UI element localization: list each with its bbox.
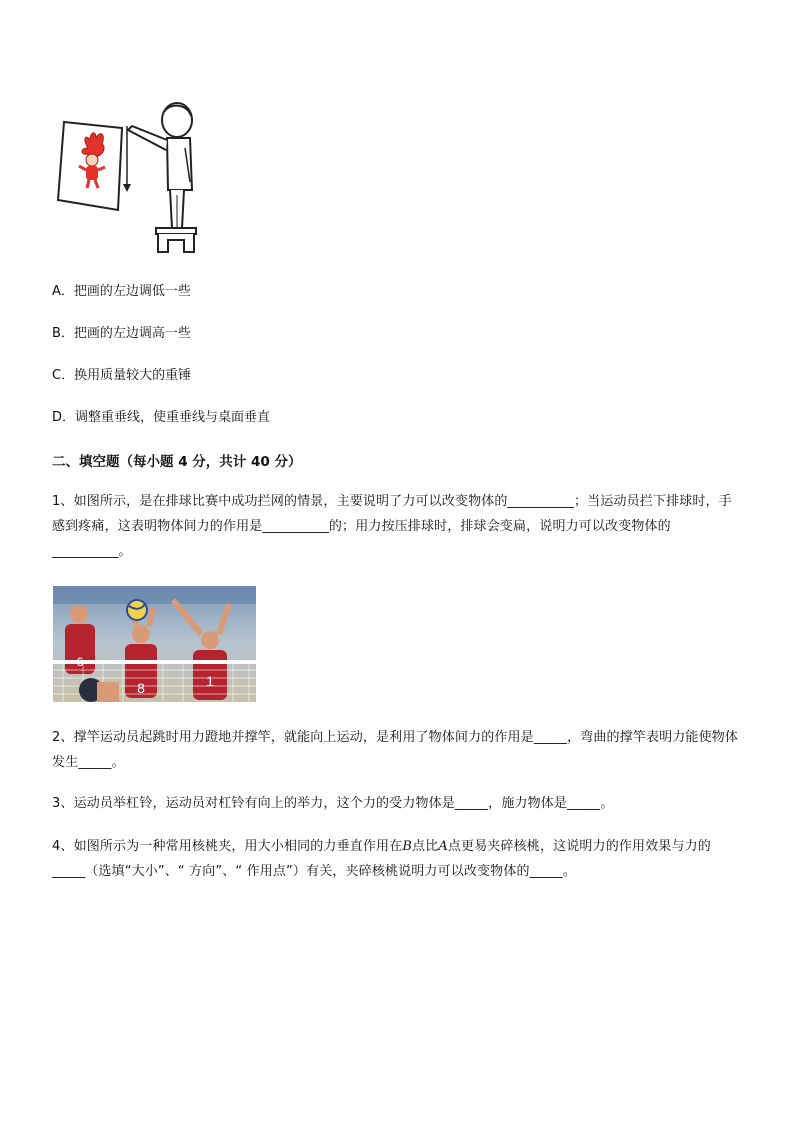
q3-text-3: 。 xyxy=(600,796,614,811)
q3-text-2: ，施力物体是 xyxy=(488,796,568,811)
jersey-number-right: 1 xyxy=(206,673,214,689)
plumb-line xyxy=(123,126,131,192)
option-b: B．把画的左边调高一些 xyxy=(52,326,191,341)
q2-text-3: 。 xyxy=(111,755,125,770)
q2-blank-1: _____ xyxy=(533,730,568,745)
stool xyxy=(156,228,196,252)
q4-blank-1: _____ xyxy=(52,864,86,879)
volleyball xyxy=(127,600,147,620)
section-heading: 二、填空题（每小题 4 分，共计 40 分） xyxy=(52,454,302,470)
q1-text-2: ；当运动员拦下排球时，手感到疼痛，这表明物体间力的作用是 xyxy=(52,494,732,534)
option-a: A．把画的左边调低一些 xyxy=(52,284,191,299)
hanging-painting-figure xyxy=(52,100,212,260)
question-4 xyxy=(52,834,744,884)
q4-text-3: 点更易夹碎核桃，这说明力的作用效果与力的 xyxy=(447,839,711,854)
q4-text-4: （选填“大小”、“ 方向”、“ 作用点”）有关，夹碎核桃说明力可以改变物体的 xyxy=(85,864,530,879)
q1-text-1: 1、如图所示，是在排球比赛中成功拦网的情景，主要说明了力可以改变物体的 xyxy=(52,494,508,509)
q2-text-2: ，弯曲的撑竿表明力能使物体发生 xyxy=(52,730,739,770)
q1-text-3: 的；用力按压排球时，排球会变扁，说明力可以改变物体的 xyxy=(328,519,671,534)
q3-blank-1: _____ xyxy=(454,796,489,811)
person xyxy=(128,103,192,228)
q4-point-a: A xyxy=(438,839,448,854)
q1-blank-1: __________ xyxy=(507,494,575,509)
q3-text-1: 3、运动员举杠铃，运动员对杠铃有向上的举力，这个力的受力物体是 xyxy=(52,796,455,811)
option-d: D．调整重垂线，使重垂线与桌面垂直 xyxy=(52,410,271,425)
q2-text-1: 2、撑竿运动员起跳时用力蹬地并撑竿，就能向上运动，是利用了物体间力的作用是 xyxy=(52,730,534,745)
q4-text-2: 点比 xyxy=(412,839,439,854)
q4-blank-2: _____ xyxy=(529,864,563,879)
q4-text-1: 4、如图所示为一种常用核桃夹，用大小相同的力垂直作用在 xyxy=(52,839,403,854)
volleyball-block-photo xyxy=(53,586,256,702)
question-1 xyxy=(52,489,744,564)
question-3 xyxy=(52,791,744,816)
painting xyxy=(58,122,122,210)
q1-blank-3: __________ xyxy=(52,544,119,559)
option-c: C．换用质量较大的重锤 xyxy=(52,368,192,383)
q4-text-5: 。 xyxy=(562,864,577,879)
question-2 xyxy=(52,725,744,775)
q2-blank-2: _____ xyxy=(78,755,112,770)
q1-text-4: 。 xyxy=(118,544,132,559)
q1-blank-2: __________ xyxy=(262,519,329,534)
jersey-number-middle: 8 xyxy=(137,680,145,696)
q4-point-b: B xyxy=(402,839,413,854)
q3-blank-2: _____ xyxy=(567,796,601,811)
